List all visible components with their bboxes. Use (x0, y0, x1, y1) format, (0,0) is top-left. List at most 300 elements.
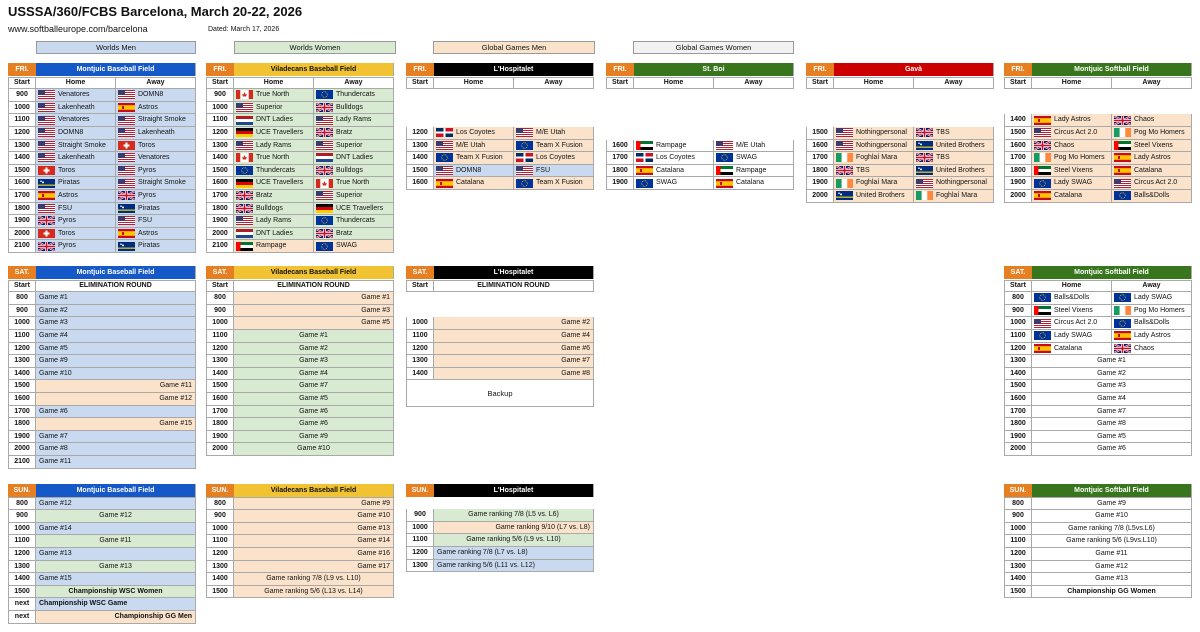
game-row[interactable] (1004, 292, 1192, 305)
flag-icon (316, 153, 333, 162)
game-row[interactable] (206, 443, 394, 456)
flag-icon (316, 128, 333, 137)
game-row[interactable] (406, 177, 594, 190)
game-row[interactable] (206, 561, 394, 574)
game-row[interactable] (406, 560, 594, 573)
website-url[interactable]: www.softballeurope.com/barcelona (8, 24, 148, 34)
start-header-text: Start (1010, 79, 1026, 87)
game-row[interactable] (1004, 406, 1192, 419)
away-team (714, 140, 794, 152)
game-row[interactable] (8, 330, 196, 343)
game-row[interactable] (206, 380, 394, 393)
game-row[interactable] (8, 177, 196, 190)
away-team (914, 140, 994, 152)
game-row[interactable] (8, 102, 196, 115)
game-row[interactable] (8, 548, 196, 561)
game-row[interactable] (8, 598, 196, 611)
game-row[interactable] (206, 431, 394, 444)
game-row[interactable] (806, 152, 994, 165)
home-team (434, 140, 514, 152)
start-time (406, 355, 434, 367)
venue-title (434, 484, 594, 497)
away-team (314, 152, 394, 164)
elimination-header-text: ELIMINATION ROUND (277, 282, 350, 290)
start-time-text: 1400 (1010, 575, 1026, 583)
game-row[interactable] (1004, 380, 1192, 393)
game-label-text: Game #4 (561, 331, 590, 339)
start-time-text: 900 (214, 512, 226, 520)
start-time-text: 1300 (412, 357, 428, 365)
home-team (834, 140, 914, 152)
game-label (1032, 431, 1192, 443)
start-time-text: 1000 (212, 524, 228, 532)
away-team (914, 165, 994, 177)
game-row[interactable] (8, 368, 196, 381)
game-row[interactable] (206, 177, 394, 190)
venue-title (634, 63, 794, 76)
game-row[interactable] (206, 114, 394, 127)
flag-icon (1034, 293, 1051, 302)
home-team-name: Piratas (58, 179, 80, 187)
game-row[interactable] (206, 368, 394, 381)
game-row[interactable] (206, 498, 394, 511)
game-row[interactable] (206, 140, 394, 153)
game-label (234, 443, 394, 455)
start-time-text: 1500 (412, 166, 428, 174)
game-row[interactable] (1004, 355, 1192, 368)
game-label (1032, 443, 1192, 455)
game-row[interactable] (406, 343, 594, 356)
game-row[interactable] (806, 177, 994, 190)
home-team-name: Circus Act 2.0 (1054, 128, 1098, 136)
game-row[interactable] (1004, 152, 1192, 165)
start-time (8, 598, 36, 610)
game-label (234, 418, 394, 430)
game-label-text: Game #2 (561, 319, 590, 327)
game-label (1032, 586, 1192, 598)
start-header-text: Start (14, 282, 30, 290)
schedule-sun-mb (8, 484, 196, 624)
game-label-text: Game #2 (1097, 369, 1126, 377)
away-team-name: Bratz (336, 229, 353, 237)
game-row[interactable] (406, 509, 594, 522)
game-row[interactable] (1004, 535, 1192, 548)
game-row[interactable] (8, 203, 196, 216)
home-team-name: Venatores (58, 116, 90, 124)
game-label (234, 355, 394, 367)
game-row[interactable] (606, 152, 794, 165)
away-team (116, 114, 196, 126)
game-label (434, 317, 594, 329)
away-team-name: Piratas (138, 242, 160, 250)
away-team-name: Piratas (138, 204, 160, 212)
game-row[interactable] (206, 573, 394, 586)
game-list (606, 89, 794, 190)
game-label-text: Game #15 (39, 575, 72, 583)
home-team-name: Chaos (1054, 141, 1075, 149)
home-team (234, 127, 314, 139)
game-label-text: Game #1 (39, 294, 68, 302)
start-time (806, 140, 834, 152)
start-time-text: 800 (214, 294, 226, 302)
game-row[interactable] (206, 190, 394, 203)
flag-icon (316, 90, 333, 99)
game-row[interactable] (206, 330, 394, 343)
game-row[interactable] (206, 152, 394, 165)
game-label (36, 535, 196, 547)
game-row[interactable] (1004, 548, 1192, 561)
game-label-text: Game #10 (357, 512, 390, 520)
away-team-name: M/E Utah (536, 128, 566, 136)
home-team-name: Foghlaí Mara (856, 154, 898, 162)
away-team-name: Pog Mo Homers (1134, 128, 1185, 136)
game-row[interactable] (1004, 343, 1192, 356)
game-row[interactable] (206, 165, 394, 178)
game-row[interactable] (206, 215, 394, 228)
flag-icon (118, 116, 135, 125)
home-team-name: Bratz (256, 191, 273, 199)
start-time (1004, 127, 1032, 139)
flag-icon (236, 153, 253, 162)
start-time-text: 1500 (14, 382, 30, 390)
away-header-text: Away (146, 79, 165, 87)
home-header-text: Home (663, 79, 684, 87)
away-team-name: Chaos (1134, 116, 1155, 124)
game-label-text: Game #4 (39, 331, 68, 339)
game-row[interactable] (1004, 393, 1192, 406)
start-time (8, 177, 36, 189)
home-team-name: Pyros (58, 217, 76, 225)
game-row[interactable] (8, 228, 196, 241)
away-header (714, 78, 794, 89)
game-label-text: Game #3 (1097, 382, 1126, 390)
home-team (634, 177, 714, 189)
game-row[interactable] (806, 127, 994, 140)
start-time (1004, 152, 1032, 164)
flag-icon (38, 103, 55, 112)
game-row[interactable] (8, 215, 196, 228)
flag-icon (118, 191, 135, 200)
flag-icon (1034, 128, 1051, 137)
start-time (1004, 498, 1032, 510)
game-row[interactable] (8, 406, 196, 419)
game-row[interactable] (1004, 165, 1192, 178)
home-team-name: Lakenheath (58, 154, 95, 162)
day-tag-text: FRI. (1011, 65, 1025, 73)
game-row[interactable] (606, 177, 794, 190)
start-time (1004, 380, 1032, 392)
game-row[interactable] (206, 292, 394, 305)
game-row[interactable] (8, 190, 196, 203)
home-team (1032, 305, 1112, 317)
start-time-text: 1100 (212, 331, 228, 339)
game-label-text: Game #4 (1097, 394, 1126, 402)
start-time-text: 1600 (14, 394, 30, 402)
game-label (36, 498, 196, 510)
away-team-name: Lady SWAG (1134, 294, 1173, 302)
home-team-name: Rampage (256, 242, 287, 250)
start-time-text: 1000 (1010, 524, 1026, 532)
away-team (514, 165, 594, 177)
start-time (8, 443, 36, 455)
game-row[interactable] (8, 114, 196, 127)
home-team-name: TBS (856, 166, 870, 174)
game-row[interactable] (8, 573, 196, 586)
start-time (8, 406, 36, 418)
home-team (1032, 140, 1112, 152)
game-row[interactable] (206, 418, 394, 431)
game-row[interactable] (8, 535, 196, 548)
flag-icon (1034, 319, 1051, 328)
game-row[interactable] (1004, 418, 1192, 431)
game-row[interactable] (8, 418, 196, 431)
game-row[interactable] (206, 510, 394, 523)
game-row[interactable] (8, 586, 196, 599)
game-row[interactable] (8, 165, 196, 178)
game-row[interactable] (1004, 330, 1192, 343)
flag-icon (236, 229, 253, 238)
start-time (206, 406, 234, 418)
game-label (1032, 510, 1192, 522)
game-row[interactable] (806, 140, 994, 153)
game-row[interactable] (1004, 443, 1192, 456)
game-row[interactable] (206, 305, 394, 318)
start-time-text: 1500 (14, 166, 30, 174)
home-team-name: Lady SWAG (1054, 331, 1093, 339)
home-team (234, 228, 314, 240)
game-label (36, 330, 196, 342)
empty-slot (606, 89, 794, 102)
game-row[interactable] (206, 406, 394, 419)
flag-icon (636, 179, 653, 188)
game-row[interactable] (1004, 586, 1192, 599)
flag-icon (118, 141, 135, 150)
home-team (434, 165, 514, 177)
start-time-text: 1800 (212, 204, 228, 212)
game-row[interactable] (8, 140, 196, 153)
game-row[interactable] (206, 240, 394, 253)
game-row[interactable] (206, 535, 394, 548)
away-team (116, 140, 196, 152)
home-team (1032, 330, 1112, 342)
flag-icon (38, 128, 55, 137)
game-label (234, 535, 394, 547)
game-label (1032, 393, 1192, 405)
game-label (234, 523, 394, 535)
start-time-text: 1900 (1010, 432, 1026, 440)
empty-slot (806, 114, 994, 127)
start-time (406, 343, 434, 355)
schedule-fri-sb (606, 63, 794, 190)
start-time-text: 1800 (14, 204, 30, 212)
game-row[interactable] (1004, 140, 1192, 153)
game-row[interactable] (8, 523, 196, 536)
game-row[interactable] (206, 127, 394, 140)
start-time (806, 177, 834, 189)
start-header-text: Start (412, 282, 428, 290)
game-row[interactable] (1004, 561, 1192, 574)
game-row[interactable] (206, 228, 394, 241)
start-time (1004, 443, 1032, 455)
game-row[interactable] (1004, 368, 1192, 381)
game-row[interactable] (8, 305, 196, 318)
away-header-text: Away (944, 79, 963, 87)
game-row[interactable] (8, 355, 196, 368)
game-label (36, 456, 196, 468)
game-row[interactable] (206, 548, 394, 561)
game-row[interactable] (1004, 317, 1192, 330)
start-time (8, 611, 36, 623)
game-row[interactable] (206, 523, 394, 536)
day-tag (1004, 63, 1032, 76)
away-team-name: Bratz (336, 128, 353, 136)
venue-title (234, 63, 394, 76)
start-time-text: 1400 (14, 575, 30, 583)
start-time-text: 1000 (14, 103, 30, 111)
game-row[interactable] (8, 292, 196, 305)
home-header (1032, 78, 1112, 89)
home-team (1032, 177, 1112, 189)
game-row[interactable] (1004, 114, 1192, 127)
game-row[interactable] (406, 355, 594, 368)
game-label (234, 343, 394, 355)
day-tag (806, 63, 834, 76)
away-team-name: Balls&Dolls (1134, 319, 1170, 327)
game-row[interactable] (8, 393, 196, 406)
start-time-text: 1600 (212, 394, 228, 402)
game-row[interactable] (406, 317, 594, 330)
game-label-text: Game #7 (39, 432, 68, 440)
game-row[interactable] (8, 561, 196, 574)
game-row[interactable] (1004, 305, 1192, 318)
game-row[interactable] (206, 203, 394, 216)
home-team (36, 203, 116, 215)
away-team (116, 177, 196, 189)
game-row[interactable] (1004, 431, 1192, 444)
game-label (36, 418, 196, 430)
game-label-text: Championship GG Men (114, 612, 192, 620)
game-label-text: Game ranking 9/10 (L7 vs. L8) (495, 523, 590, 531)
start-time (606, 140, 634, 152)
start-header (806, 78, 834, 89)
home-team (234, 190, 314, 202)
start-time-text: 1000 (212, 319, 228, 327)
game-row[interactable] (1004, 510, 1192, 523)
start-time (406, 317, 434, 329)
away-header (314, 78, 394, 89)
game-row[interactable] (206, 586, 394, 599)
start-time (206, 305, 234, 317)
game-row[interactable] (406, 165, 594, 178)
game-row[interactable] (8, 611, 196, 624)
game-label-text: Game #7 (299, 382, 328, 390)
game-row[interactable] (1004, 498, 1192, 511)
game-label (234, 406, 394, 418)
game-row[interactable] (8, 240, 196, 253)
away-team (314, 203, 394, 215)
column-header-row (206, 77, 394, 90)
game-row[interactable] (1004, 190, 1192, 203)
game-row[interactable] (8, 431, 196, 444)
game-row[interactable] (1004, 177, 1192, 190)
game-row[interactable] (206, 393, 394, 406)
game-row[interactable] (806, 165, 994, 178)
game-row[interactable] (406, 522, 594, 535)
start-header (1004, 78, 1032, 89)
game-row[interactable] (8, 343, 196, 356)
flag-icon (236, 141, 253, 150)
game-row[interactable] (206, 102, 394, 115)
game-row[interactable] (8, 380, 196, 393)
home-team-name: Toros (58, 229, 76, 237)
game-label (36, 443, 196, 455)
start-time (8, 215, 36, 227)
away-team (914, 177, 994, 189)
start-header-text: Start (412, 79, 428, 87)
start-time-text: 900 (214, 306, 226, 314)
game-row[interactable] (1004, 127, 1192, 140)
game-row[interactable] (8, 456, 196, 469)
game-row[interactable] (606, 165, 794, 178)
game-row[interactable] (406, 534, 594, 547)
game-row[interactable] (406, 547, 594, 560)
flag-icon (316, 204, 333, 213)
game-row[interactable] (406, 330, 594, 343)
game-row[interactable] (606, 140, 794, 153)
game-row[interactable] (206, 89, 394, 102)
home-team (1032, 114, 1112, 126)
venue-header-row (406, 63, 594, 76)
away-team (116, 152, 196, 164)
venue-title (1032, 484, 1192, 497)
day-tag (8, 63, 36, 76)
game-row[interactable] (206, 343, 394, 356)
game-row[interactable] (206, 317, 394, 330)
away-team-name: Lakenheath (138, 128, 175, 136)
game-list (8, 292, 196, 468)
start-time (206, 203, 234, 215)
game-row[interactable] (8, 127, 196, 140)
game-label-text: Game #12 (1095, 562, 1128, 570)
game-row[interactable] (406, 152, 594, 165)
game-row[interactable] (406, 368, 594, 381)
start-time-text: 1100 (412, 536, 428, 544)
flag-icon (1114, 191, 1131, 200)
game-row[interactable] (8, 89, 196, 102)
game-row[interactable] (206, 355, 394, 368)
game-row[interactable] (8, 152, 196, 165)
game-row[interactable] (8, 510, 196, 523)
game-label-text: Game ranking 7/8 (L7 vs. L8) (437, 548, 528, 556)
start-time-text: 1900 (612, 179, 628, 187)
game-row[interactable] (8, 443, 196, 456)
game-row[interactable] (806, 190, 994, 203)
game-row[interactable] (8, 317, 196, 330)
flag-icon (516, 166, 533, 175)
away-team-name: Straight Smoke (138, 179, 186, 187)
flag-icon (916, 179, 933, 188)
away-team-name: Astros (138, 103, 158, 111)
away-team-name: Toros (138, 141, 156, 149)
game-row[interactable] (8, 498, 196, 511)
game-row[interactable] (406, 127, 594, 140)
game-row[interactable] (1004, 573, 1192, 586)
elimination-header (434, 281, 594, 292)
away-team (1112, 177, 1192, 189)
venue-title-text: St. Boi (702, 65, 725, 73)
game-row[interactable] (406, 140, 594, 153)
game-row[interactable] (1004, 523, 1192, 536)
